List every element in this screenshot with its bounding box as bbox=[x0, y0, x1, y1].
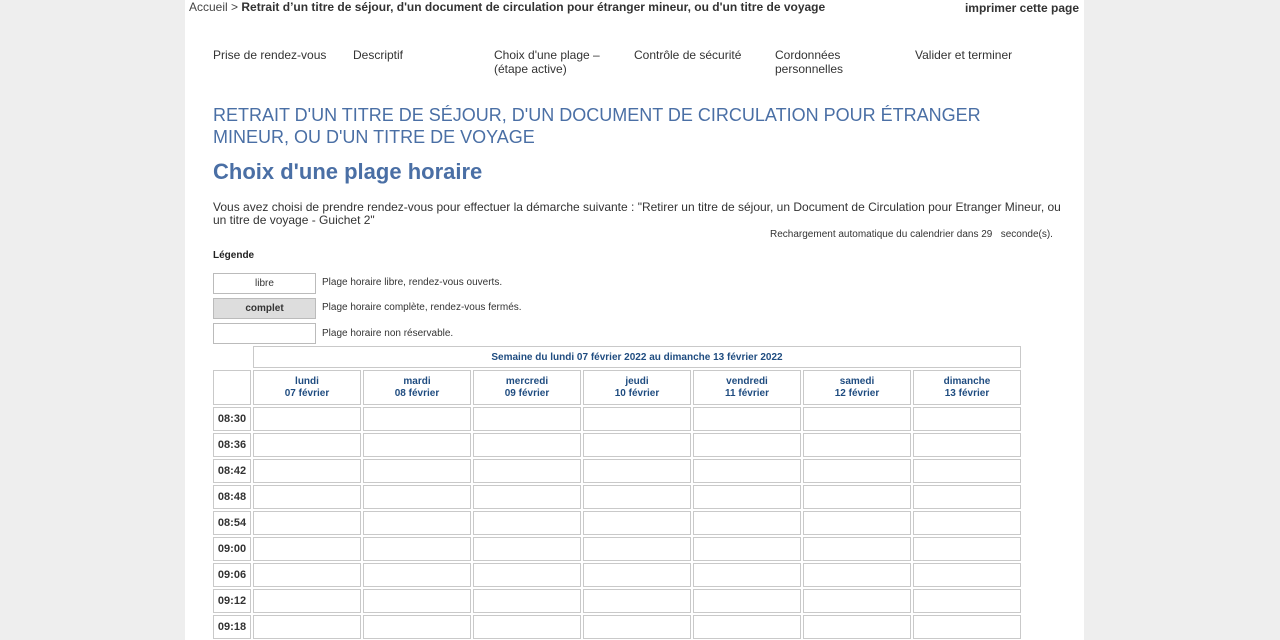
time-slot-cell bbox=[473, 459, 581, 483]
legend-text-full: Plage horaire complète, rendez-vous fermés. bbox=[322, 302, 522, 313]
time-label: 08:30 bbox=[213, 407, 251, 431]
intro-text: Vous avez choisi de prendre rendez-vous pour effectuer la démarche suivante : "Retirer un titre de séjour, un Document de Circulation pour Etranger Mineur, ou un titre de voyage - Guichet 2" bbox=[213, 200, 1061, 227]
reload-prefix: Rechargement automatique du calendrier dans bbox=[770, 229, 979, 240]
time-slot-cell bbox=[803, 615, 911, 639]
time-slot-cell bbox=[693, 537, 801, 561]
time-slot-cell bbox=[473, 563, 581, 587]
day-date: 10 février bbox=[614, 387, 660, 399]
day-date: 12 février bbox=[834, 387, 880, 399]
calendar-time-row bbox=[213, 485, 1021, 509]
time-slot-cell bbox=[473, 485, 581, 509]
calendar-week-label: Semaine du lundi 07 février 2022 au dimanche 13 février 2022 bbox=[253, 346, 1021, 368]
reload-suffix: seconde(s). bbox=[1000, 229, 1053, 240]
legend-box-full: complet bbox=[213, 298, 316, 319]
time-slot-cell bbox=[363, 459, 471, 483]
time-slot-cell bbox=[253, 537, 361, 561]
time-slot-cell bbox=[803, 407, 911, 431]
time-slot-cell bbox=[693, 563, 801, 587]
legend-box-unavailable bbox=[213, 323, 316, 344]
time-slot-cell bbox=[803, 589, 911, 613]
time-slot-cell bbox=[803, 537, 911, 561]
time-slot-cell bbox=[363, 485, 471, 509]
day-date: 13 février bbox=[944, 387, 990, 399]
time-slot-cell bbox=[693, 459, 801, 483]
calendar-time-row bbox=[213, 537, 1021, 561]
time-slot-cell bbox=[363, 511, 471, 535]
calendar-time-row bbox=[213, 615, 1021, 639]
day-date: 11 février bbox=[725, 387, 769, 399]
legend-text-unavailable: Plage horaire non réservable. bbox=[322, 328, 454, 339]
calendar-day-header bbox=[363, 370, 471, 405]
breadcrumb bbox=[189, 0, 825, 14]
time-slot-cell bbox=[253, 485, 361, 509]
time-slot-cell bbox=[253, 433, 361, 457]
time-slot-cell bbox=[473, 511, 581, 535]
time-slot-cell bbox=[583, 459, 691, 483]
time-slot-cell bbox=[363, 433, 471, 457]
time-slot-cell bbox=[583, 511, 691, 535]
time-slot-cell bbox=[583, 615, 691, 639]
time-slot-cell bbox=[473, 407, 581, 431]
calendar-day-header bbox=[913, 370, 1021, 405]
page-container bbox=[185, 0, 1084, 640]
time-slot-cell bbox=[253, 589, 361, 613]
breadcrumb-current: Retrait d’un titre de séjour, d'un document de circulation pour étranger mineur, ou d'un titre de voyage bbox=[241, 0, 826, 14]
day-name: jeudi bbox=[625, 375, 649, 387]
calendar-day-header bbox=[583, 370, 691, 405]
time-slot-cell bbox=[693, 511, 801, 535]
day-name: samedi bbox=[839, 375, 875, 387]
page-title: Choix d'une plage horaire bbox=[213, 159, 483, 184]
time-label: 08:48 bbox=[213, 485, 251, 509]
time-slot-cell bbox=[913, 537, 1021, 561]
time-label: 09:12 bbox=[213, 589, 251, 613]
calendar-day-header bbox=[253, 370, 361, 405]
time-slot-cell bbox=[363, 407, 471, 431]
step-coordonnees: Cordonnées personnelles bbox=[775, 48, 844, 76]
time-slot-cell bbox=[693, 615, 801, 639]
time-slot-cell bbox=[473, 433, 581, 457]
time-slot-cell bbox=[253, 615, 361, 639]
time-slot-cell bbox=[693, 485, 801, 509]
step-choix-plage: Choix d'une plage – (étape active) bbox=[494, 48, 600, 76]
time-slot-cell bbox=[253, 511, 361, 535]
print-page-link[interactable]: imprimer cette page bbox=[964, 1, 1079, 15]
calendar-time-row bbox=[213, 459, 1021, 483]
time-slot-cell bbox=[913, 615, 1021, 639]
time-slot-cell bbox=[363, 537, 471, 561]
time-slot-cell bbox=[583, 485, 691, 509]
time-slot-cell bbox=[253, 459, 361, 483]
time-slot-cell bbox=[253, 407, 361, 431]
time-slot-cell bbox=[913, 407, 1021, 431]
reload-notice bbox=[770, 229, 1053, 240]
day-name: vendredi bbox=[726, 375, 768, 387]
time-slot-cell bbox=[583, 407, 691, 431]
time-slot-cell bbox=[363, 615, 471, 639]
time-slot-cell bbox=[913, 511, 1021, 535]
calendar-day-header bbox=[693, 370, 801, 405]
step-valider: Valider et terminer bbox=[915, 48, 1013, 62]
time-slot-cell bbox=[803, 459, 911, 483]
time-slot-cell bbox=[913, 563, 1021, 587]
time-label: 09:00 bbox=[213, 537, 251, 561]
legend-title: Légende bbox=[213, 250, 255, 261]
day-date: 09 février bbox=[504, 387, 550, 399]
calendar-time-row bbox=[213, 511, 1021, 535]
calendar-time-row bbox=[213, 433, 1021, 457]
time-slot-cell bbox=[913, 433, 1021, 457]
time-label: 08:42 bbox=[213, 459, 251, 483]
time-slot-cell bbox=[473, 589, 581, 613]
time-label: 08:36 bbox=[213, 433, 251, 457]
time-label: 09:06 bbox=[213, 563, 251, 587]
demarche-title: RETRAIT D'UN TITRE DE SÉJOUR, D'UN DOCUMENT DE CIRCULATION POUR ÉTRANGER MINEUR, OU D'UN TITRE DE VOYAGE bbox=[213, 105, 981, 147]
calendar-time-row bbox=[213, 407, 1021, 431]
calendar-time-row bbox=[213, 563, 1021, 587]
step-controle-securite: Contrôle de sécurité bbox=[634, 48, 742, 62]
calendar-table bbox=[211, 344, 1023, 640]
time-slot-cell bbox=[473, 537, 581, 561]
step-prise-rdv: Prise de rendez-vous bbox=[213, 48, 327, 62]
time-slot-cell bbox=[583, 433, 691, 457]
time-slot-cell bbox=[473, 615, 581, 639]
legend-text-free: Plage horaire libre, rendez-vous ouverts. bbox=[322, 277, 503, 288]
reload-counter: 29 bbox=[981, 229, 993, 240]
time-slot-cell bbox=[583, 563, 691, 587]
calendar-day-header bbox=[803, 370, 911, 405]
time-slot-cell bbox=[803, 563, 911, 587]
breadcrumb-separator: > bbox=[231, 0, 239, 14]
day-name: mercredi bbox=[505, 375, 549, 387]
day-name: dimanche bbox=[943, 375, 991, 387]
time-slot-cell bbox=[363, 563, 471, 587]
time-slot-cell bbox=[693, 433, 801, 457]
time-slot-cell bbox=[913, 485, 1021, 509]
day-name: mardi bbox=[403, 375, 431, 387]
breadcrumb-home-link[interactable]: Accueil bbox=[189, 0, 228, 14]
time-label: 08:54 bbox=[213, 511, 251, 535]
time-slot-cell bbox=[913, 589, 1021, 613]
time-slot-cell bbox=[583, 589, 691, 613]
time-slot-cell bbox=[913, 459, 1021, 483]
time-slot-cell bbox=[693, 589, 801, 613]
calendar-day-header bbox=[473, 370, 581, 405]
time-label: 09:18 bbox=[213, 615, 251, 639]
step-descriptif: Descriptif bbox=[353, 48, 404, 62]
time-slot-cell bbox=[803, 485, 911, 509]
legend-box-free: libre bbox=[213, 273, 316, 294]
day-name: lundi bbox=[295, 375, 319, 387]
day-date: 07 février bbox=[284, 387, 330, 399]
time-slot-cell bbox=[693, 407, 801, 431]
time-slot-cell bbox=[803, 433, 911, 457]
day-date: 08 février bbox=[394, 387, 440, 399]
time-slot-cell bbox=[253, 563, 361, 587]
time-slot-cell bbox=[583, 537, 691, 561]
time-slot-cell bbox=[803, 511, 911, 535]
calendar-blank-cell bbox=[213, 346, 251, 368]
calendar-time-row bbox=[213, 589, 1021, 613]
time-slot-cell bbox=[363, 589, 471, 613]
calendar-corner-cell bbox=[213, 370, 251, 405]
